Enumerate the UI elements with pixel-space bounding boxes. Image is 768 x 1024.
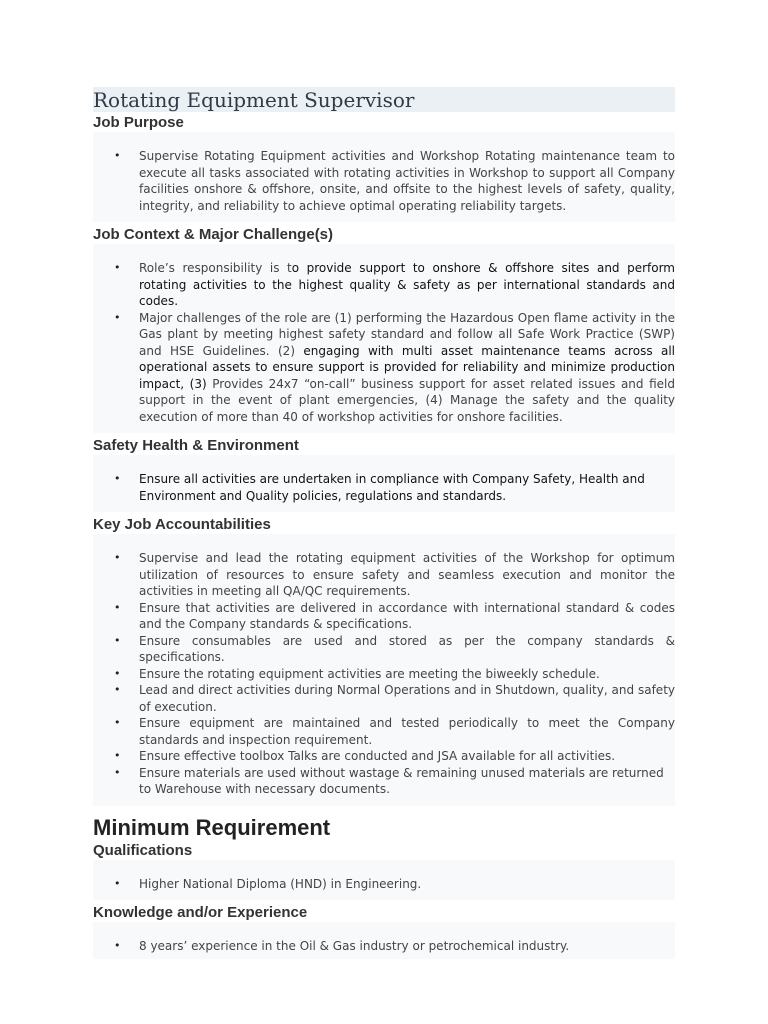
section-accountabilities bbox=[93, 534, 675, 806]
list-item: • Ensure consumables are used and stored as per the company standards & specifications. bbox=[114, 633, 675, 664]
list-job-context bbox=[93, 260, 675, 425]
list-item: • 8 years’ experience in the Oil & Gas industry or petrochemical industry. bbox=[114, 939, 570, 953]
list-accountabilities bbox=[93, 550, 675, 798]
list-item: • Ensure effective toolbox Talks are conducted and JSA available for all activities. bbox=[114, 749, 616, 763]
bullet-icon: • bbox=[114, 939, 121, 952]
heading-job-purpose: Job Purpose bbox=[93, 114, 675, 132]
bullet-icon: • bbox=[114, 765, 121, 779]
section-job-context bbox=[93, 244, 675, 433]
heading-experience: Knowledge and/or Experience bbox=[93, 900, 675, 922]
bullet-icon: • bbox=[114, 683, 121, 696]
section-qualifications bbox=[93, 860, 675, 901]
list-item: • Lead and direct activities during Normal Operations and in Shutdown, quality, and safety of execution. bbox=[114, 683, 675, 714]
list-item: • Ensure the rotating equipment activities are meeting the biweekly schedule. bbox=[114, 666, 600, 681]
bullet-icon: • bbox=[114, 876, 121, 890]
list-experience bbox=[93, 938, 675, 955]
bullet-icon: • bbox=[114, 716, 121, 729]
list-item: • Higher National Diploma (HND) in Engineering. bbox=[114, 876, 422, 891]
bullet-icon: • bbox=[114, 310, 121, 324]
list-item: • Ensure materials are used without wastage & remaining unused materials are returned to Warehouse with necessary documents. bbox=[114, 765, 664, 796]
bullet-icon: • bbox=[114, 666, 121, 680]
list-item: • Supervise Rotating Equipment activities and Workshop Rotating maintenance team to execute all tasks associated with rotating activities in Workshop to support all Company facilities onshore & offshore, onsite, and offsite to the highest levels of safety, quality, integrity, and reliability to achieve optimal operating reliability targets. bbox=[114, 149, 675, 213]
bullet-icon: • bbox=[114, 551, 121, 564]
heading-qualifications: Qualifications bbox=[93, 842, 675, 860]
bullet-icon: • bbox=[114, 600, 121, 614]
list-item: • Supervise and lead the rotating equipment activities of the Workshop for optimum utilization of resources to ensure safety and seamless execution and monitor the activities in meeting all QA/QC requirements. bbox=[114, 551, 675, 598]
bullet-icon: • bbox=[114, 149, 121, 162]
list-hse bbox=[93, 471, 675, 504]
heading-accountabilities: Key Job Accountabilities bbox=[93, 512, 675, 534]
list-item: • Role’s responsibility is to provide support to onshore & offshore sites and perform rotating activities to the highest quality & safety as per international standards and codes. bbox=[114, 261, 675, 308]
bullet-icon: • bbox=[114, 749, 121, 762]
bullet-icon: • bbox=[114, 472, 121, 485]
document-page bbox=[93, 86, 675, 959]
heading-minimum-requirement: Minimum Requirement bbox=[93, 806, 675, 842]
heading-job-context: Job Context & Major Challenge(s) bbox=[93, 222, 675, 244]
list-item: • Ensure all activities are undertaken in compliance with Company Safety, Health and Environment and Quality policies, regulations and standards. bbox=[114, 472, 645, 503]
list-item: • Ensure equipment are maintained and tested periodically to meet the Company standards and inspection requirement. bbox=[114, 716, 675, 747]
list-item: • Major challenges of the role are (1) performing the Hazardous Open flame activity in the Gas plant by meeting highest safety standard and follow all Safe Work Practice (SWP) and HSE Guidelines. (2) engaging with multi asset maintenance teams across all operational assets to ensure support is provided for reliability and minimize production impact, (3) Provides 24x7 “on-call” business support for asset related issues and field support in the event of plant emergencies, (4) Manage the safety and the quality execution of more than 40 of workshop activities for onshore facilities. bbox=[114, 310, 676, 424]
section-hse bbox=[93, 455, 675, 512]
list-qualifications bbox=[93, 876, 675, 893]
bullet-icon: • bbox=[114, 633, 121, 647]
section-job-purpose bbox=[93, 132, 675, 222]
heading-hse: Safety Health & Environment bbox=[93, 433, 675, 455]
list-item: • Ensure that activities are delivered in accordance with international standard & codes and the Company standards & specifications. bbox=[114, 600, 675, 631]
list-job-purpose bbox=[93, 148, 675, 214]
page-title: Rotating Equipment Supervisor bbox=[93, 88, 415, 112]
bullet-icon: • bbox=[114, 261, 121, 274]
section-experience bbox=[93, 922, 675, 959]
